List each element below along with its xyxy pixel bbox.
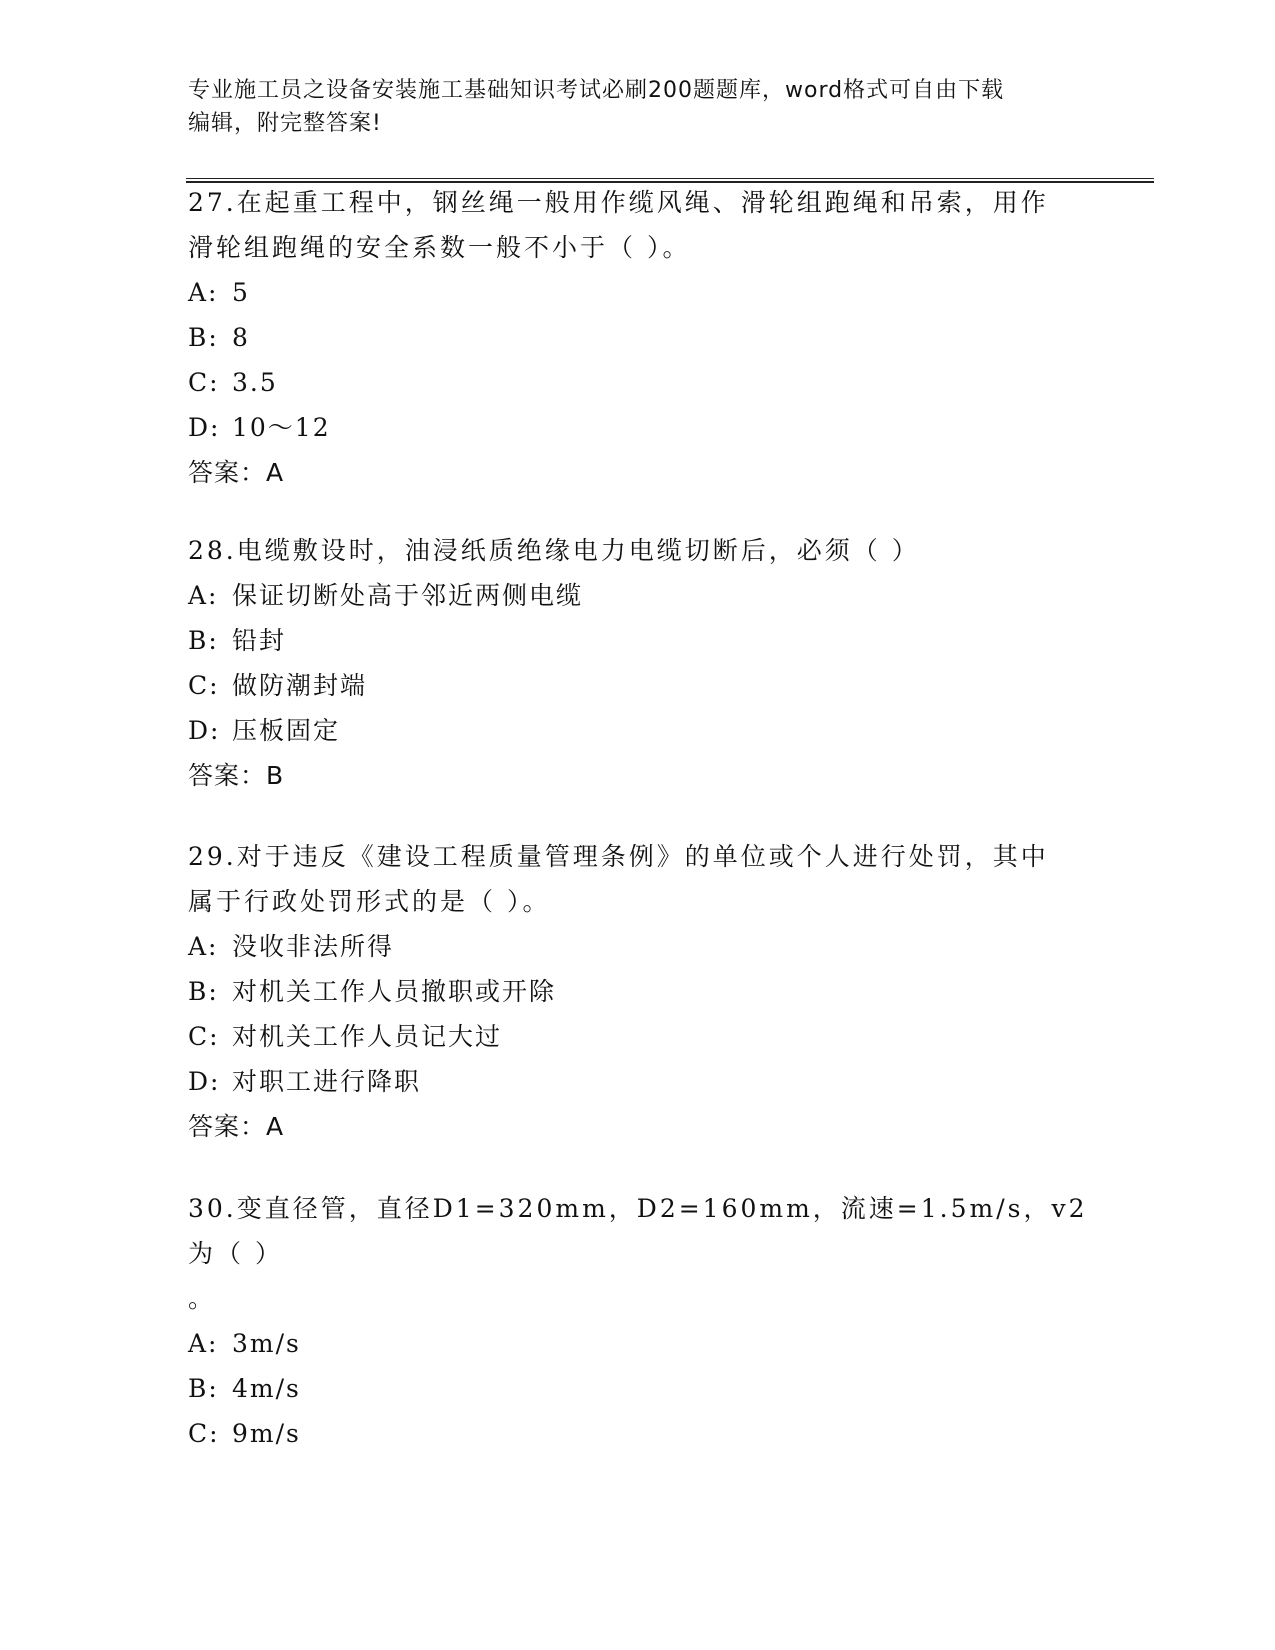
option-b — [188, 315, 1088, 360]
option-label: D: — [188, 413, 221, 442]
option-text: 3m/s — [232, 1329, 301, 1358]
question-stem-line-2: 滑轮组跑绳的安全系数一般不小于（ ）。 — [188, 233, 691, 262]
option-label: C: — [188, 1022, 220, 1051]
option-a — [188, 924, 1088, 969]
option-text: 4m/s — [232, 1374, 301, 1403]
question-stem-line-1: 28.电缆敷设时，油浸纸质绝缘电力电缆切断后，必须（ ） — [188, 536, 920, 565]
option-text: 对机关工作人员记大过 — [232, 1022, 503, 1051]
question-27 — [188, 180, 1088, 495]
option-d — [188, 708, 1088, 753]
option-text: 5 — [232, 278, 250, 307]
option-label: D: — [188, 1067, 221, 1096]
answer: 答案：A — [188, 458, 285, 487]
question-30 — [188, 1186, 1088, 1456]
document-header — [188, 74, 1088, 140]
header-title-line-2: 编辑，附完整答案! — [188, 111, 382, 136]
option-label: C: — [188, 1419, 220, 1448]
option-c — [188, 1411, 1088, 1456]
option-a — [188, 1321, 1088, 1366]
option-label: B: — [188, 626, 219, 655]
answer: 答案：A — [188, 1112, 285, 1141]
option-c — [188, 663, 1088, 708]
question-stem-line-1: 29.对于违反《建设工程质量管理条例》的单位或个人进行处罚，其中 — [188, 842, 1049, 871]
option-text: 压板固定 — [232, 716, 341, 745]
option-text: 8 — [232, 323, 250, 352]
option-label: A: — [188, 1329, 219, 1358]
option-d — [188, 405, 1088, 450]
answer: 答案：B — [188, 761, 285, 790]
option-a — [188, 573, 1088, 618]
option-c — [188, 360, 1088, 405]
option-text: 10～12 — [232, 413, 331, 442]
option-label: A: — [188, 278, 219, 307]
option-b — [188, 969, 1088, 1014]
option-text: 保证切断处高于邻近两侧电缆 — [232, 581, 584, 610]
option-label: B: — [188, 1374, 219, 1403]
option-a — [188, 270, 1088, 315]
option-label: A: — [188, 932, 219, 961]
option-label: B: — [188, 323, 219, 352]
option-label: D: — [188, 716, 221, 745]
option-c — [188, 1014, 1088, 1059]
option-text: 3.5 — [232, 368, 278, 397]
question-stem-line-2: 。 — [188, 1284, 217, 1313]
option-text: 对职工进行降职 — [232, 1067, 422, 1096]
option-label: A: — [188, 581, 219, 610]
option-text: 9m/s — [232, 1419, 301, 1448]
option-text: 铅封 — [232, 626, 287, 655]
option-label: C: — [188, 368, 220, 397]
header-title-line-1: 专业施工员之设备安装施工基础知识考试必刷200题题库，word格式可自由下载 — [188, 78, 1005, 103]
option-b — [188, 618, 1088, 663]
question-stem-line-1: 27.在起重工程中，钢丝绳一般用作缆风绳、滑轮组跑绳和吊索，用作 — [188, 188, 1049, 217]
option-text: 对机关工作人员撤职或开除 — [232, 977, 557, 1006]
option-d — [188, 1059, 1088, 1104]
option-label: C: — [188, 671, 220, 700]
question-stem-line-1: 30.变直径管，直径D1=320mm，D2=160mm，流速=1.5m/s，v2为（ ） — [188, 1194, 1088, 1268]
option-text: 没收非法所得 — [232, 932, 395, 961]
question-28 — [188, 528, 1088, 798]
header-divider-thin — [186, 178, 1154, 179]
option-label: B: — [188, 977, 219, 1006]
question-stem-line-2: 属于行政处罚形式的是（ ）。 — [188, 887, 551, 916]
question-29 — [188, 834, 1088, 1149]
option-b — [188, 1366, 1088, 1411]
option-text: 做防潮封端 — [232, 671, 368, 700]
